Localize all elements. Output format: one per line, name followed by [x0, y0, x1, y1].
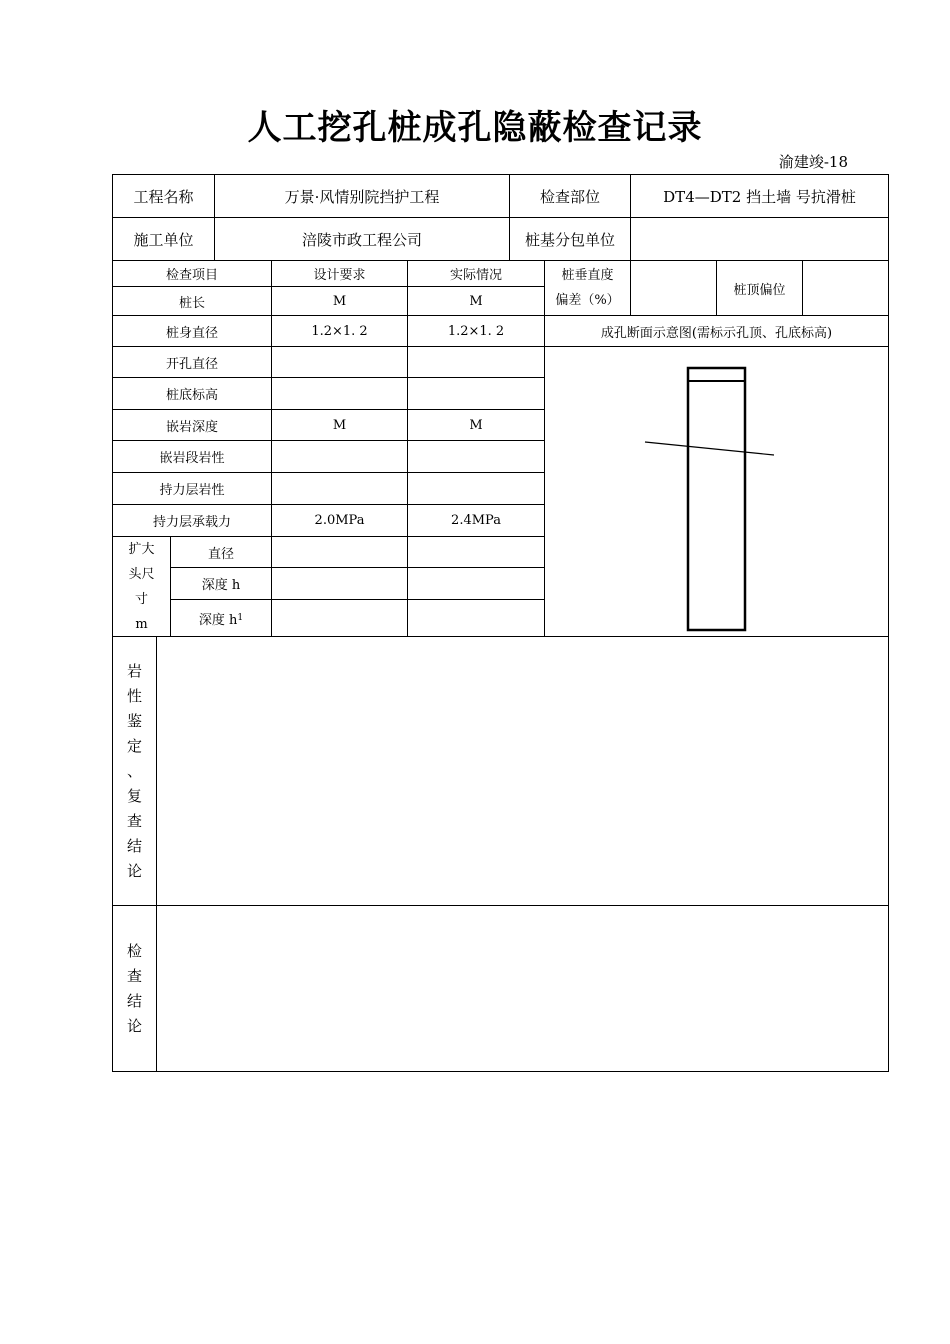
rock-review-char: 岩	[126, 661, 142, 680]
verticality-line-2: 偏差（%）	[555, 293, 620, 308]
rock-review-char: 查	[126, 811, 142, 830]
rock-surface-line	[645, 442, 774, 455]
inspection-char: 结	[126, 991, 142, 1010]
inspection-char: 查	[126, 966, 142, 985]
inspection-char: 论	[126, 1016, 142, 1035]
pile-top-offset-label: 桩顶偏位	[716, 260, 803, 316]
builder-value: 涪陵市政工程公司	[214, 217, 510, 261]
row-actual-pile-diameter: 1.2×1. 2	[407, 315, 545, 347]
pile-shaft-outline	[688, 368, 745, 630]
column-header-design: 设计要求	[271, 260, 408, 287]
diagram-caption: 成孔断面示意图(需标示孔顶、孔底标高)	[544, 315, 889, 347]
inspection-conclusion-content	[156, 905, 889, 1072]
row-actual-socket-rock-type	[407, 440, 545, 473]
row-item-socket-rock-type: 嵌岩段岩性	[112, 440, 272, 473]
rock-review-char: 鉴	[126, 711, 142, 730]
enlarged-head-depth-h-actual	[407, 567, 545, 600]
row-actual-socket-depth: M	[407, 409, 545, 441]
enlarged-head-label-line-2: 头尺	[128, 566, 155, 582]
enlarged-head-depth-h1-label	[170, 599, 272, 637]
depth-h1-subscript: 1	[237, 613, 244, 623]
inspection-char: 检	[126, 941, 142, 960]
row-design-bearing-rock-type	[271, 472, 408, 505]
document-title: 人工挖孔桩成孔隐蔽检查记录	[247, 108, 703, 148]
rock-review-char: 性	[126, 686, 142, 705]
project-name-value: 万景·风情别院挡护工程	[214, 174, 510, 218]
enlarged-head-depth-h1-design	[271, 599, 408, 637]
row-item-opening-diameter: 开孔直径	[112, 346, 272, 378]
verticality-line-1: 桩垂直度	[561, 268, 614, 283]
document-number: 渝建竣-18	[778, 153, 848, 171]
enlarged-head-diameter-design	[271, 536, 408, 568]
row-design-socket-depth: M	[271, 409, 408, 441]
row-item-bearing-capacity: 持力层承载力	[112, 504, 272, 537]
row-item-pile-length: 桩长	[112, 286, 272, 316]
enlarged-head-depth-h-design	[271, 567, 408, 600]
rock-review-char: 定	[126, 736, 142, 755]
row-design-opening-diameter	[271, 346, 408, 378]
project-name-label: 工程名称	[112, 174, 215, 218]
pile-section-diagram	[545, 346, 889, 636]
row-actual-pile-length: M	[407, 286, 545, 316]
row-actual-bearing-rock-type	[407, 472, 545, 505]
row-design-bearing-capacity: 2.0MPa	[271, 504, 408, 537]
enlarged-head-depth-h-label: 深度 h	[170, 567, 272, 600]
row-design-pile-diameter: 1.2×1. 2	[271, 315, 408, 347]
rock-review-char: 、	[126, 761, 142, 780]
inspection-conclusion-label	[112, 905, 157, 1072]
enlarged-head-diameter-actual	[407, 536, 545, 568]
enlarged-head-label	[112, 536, 171, 637]
row-item-pile-diameter: 桩身直径	[112, 315, 272, 347]
subcontractor-value	[630, 217, 889, 261]
enlarged-head-diameter-label: 直径	[170, 536, 272, 568]
enlarged-head-depth-h1-actual	[407, 599, 545, 637]
rock-review-char: 结	[126, 836, 142, 855]
pile-top-offset-value	[802, 260, 889, 316]
rock-review-content	[156, 636, 889, 906]
enlarged-head-label-line-1: 扩大	[128, 541, 155, 557]
rock-review-label-chars	[127, 659, 142, 884]
verticality-deviation-label	[544, 260, 631, 316]
inspection-location-value: DT4—DT2 挡土墙 号抗滑桩	[630, 174, 889, 218]
enlarged-head-label-line-4: m	[135, 616, 148, 632]
builder-label: 施工单位	[112, 217, 215, 261]
row-item-bottom-elevation: 桩底标高	[112, 377, 272, 410]
depth-h1-text: 深度 h	[198, 612, 238, 628]
column-header-item: 检查项目	[112, 260, 272, 287]
row-item-bearing-rock-type: 持力层岩性	[112, 472, 272, 505]
column-header-actual: 实际情况	[407, 260, 545, 287]
row-item-socket-depth: 嵌岩深度	[112, 409, 272, 441]
row-design-pile-length: M	[271, 286, 408, 316]
rock-review-char: 论	[126, 861, 142, 880]
rock-review-char: 复	[126, 786, 142, 805]
enlarged-head-label-line-3: 寸	[134, 591, 148, 607]
row-design-socket-rock-type	[271, 440, 408, 473]
row-actual-bearing-capacity: 2.4MPa	[407, 504, 545, 537]
row-actual-opening-diameter	[407, 346, 545, 378]
subcontractor-label: 桩基分包单位	[509, 217, 631, 261]
verticality-deviation-value	[630, 260, 717, 316]
row-design-bottom-elevation	[271, 377, 408, 410]
inspection-location-label: 检查部位	[509, 174, 631, 218]
rock-review-label	[112, 636, 157, 906]
inspection-label-chars	[127, 939, 142, 1039]
row-actual-bottom-elevation	[407, 377, 545, 410]
